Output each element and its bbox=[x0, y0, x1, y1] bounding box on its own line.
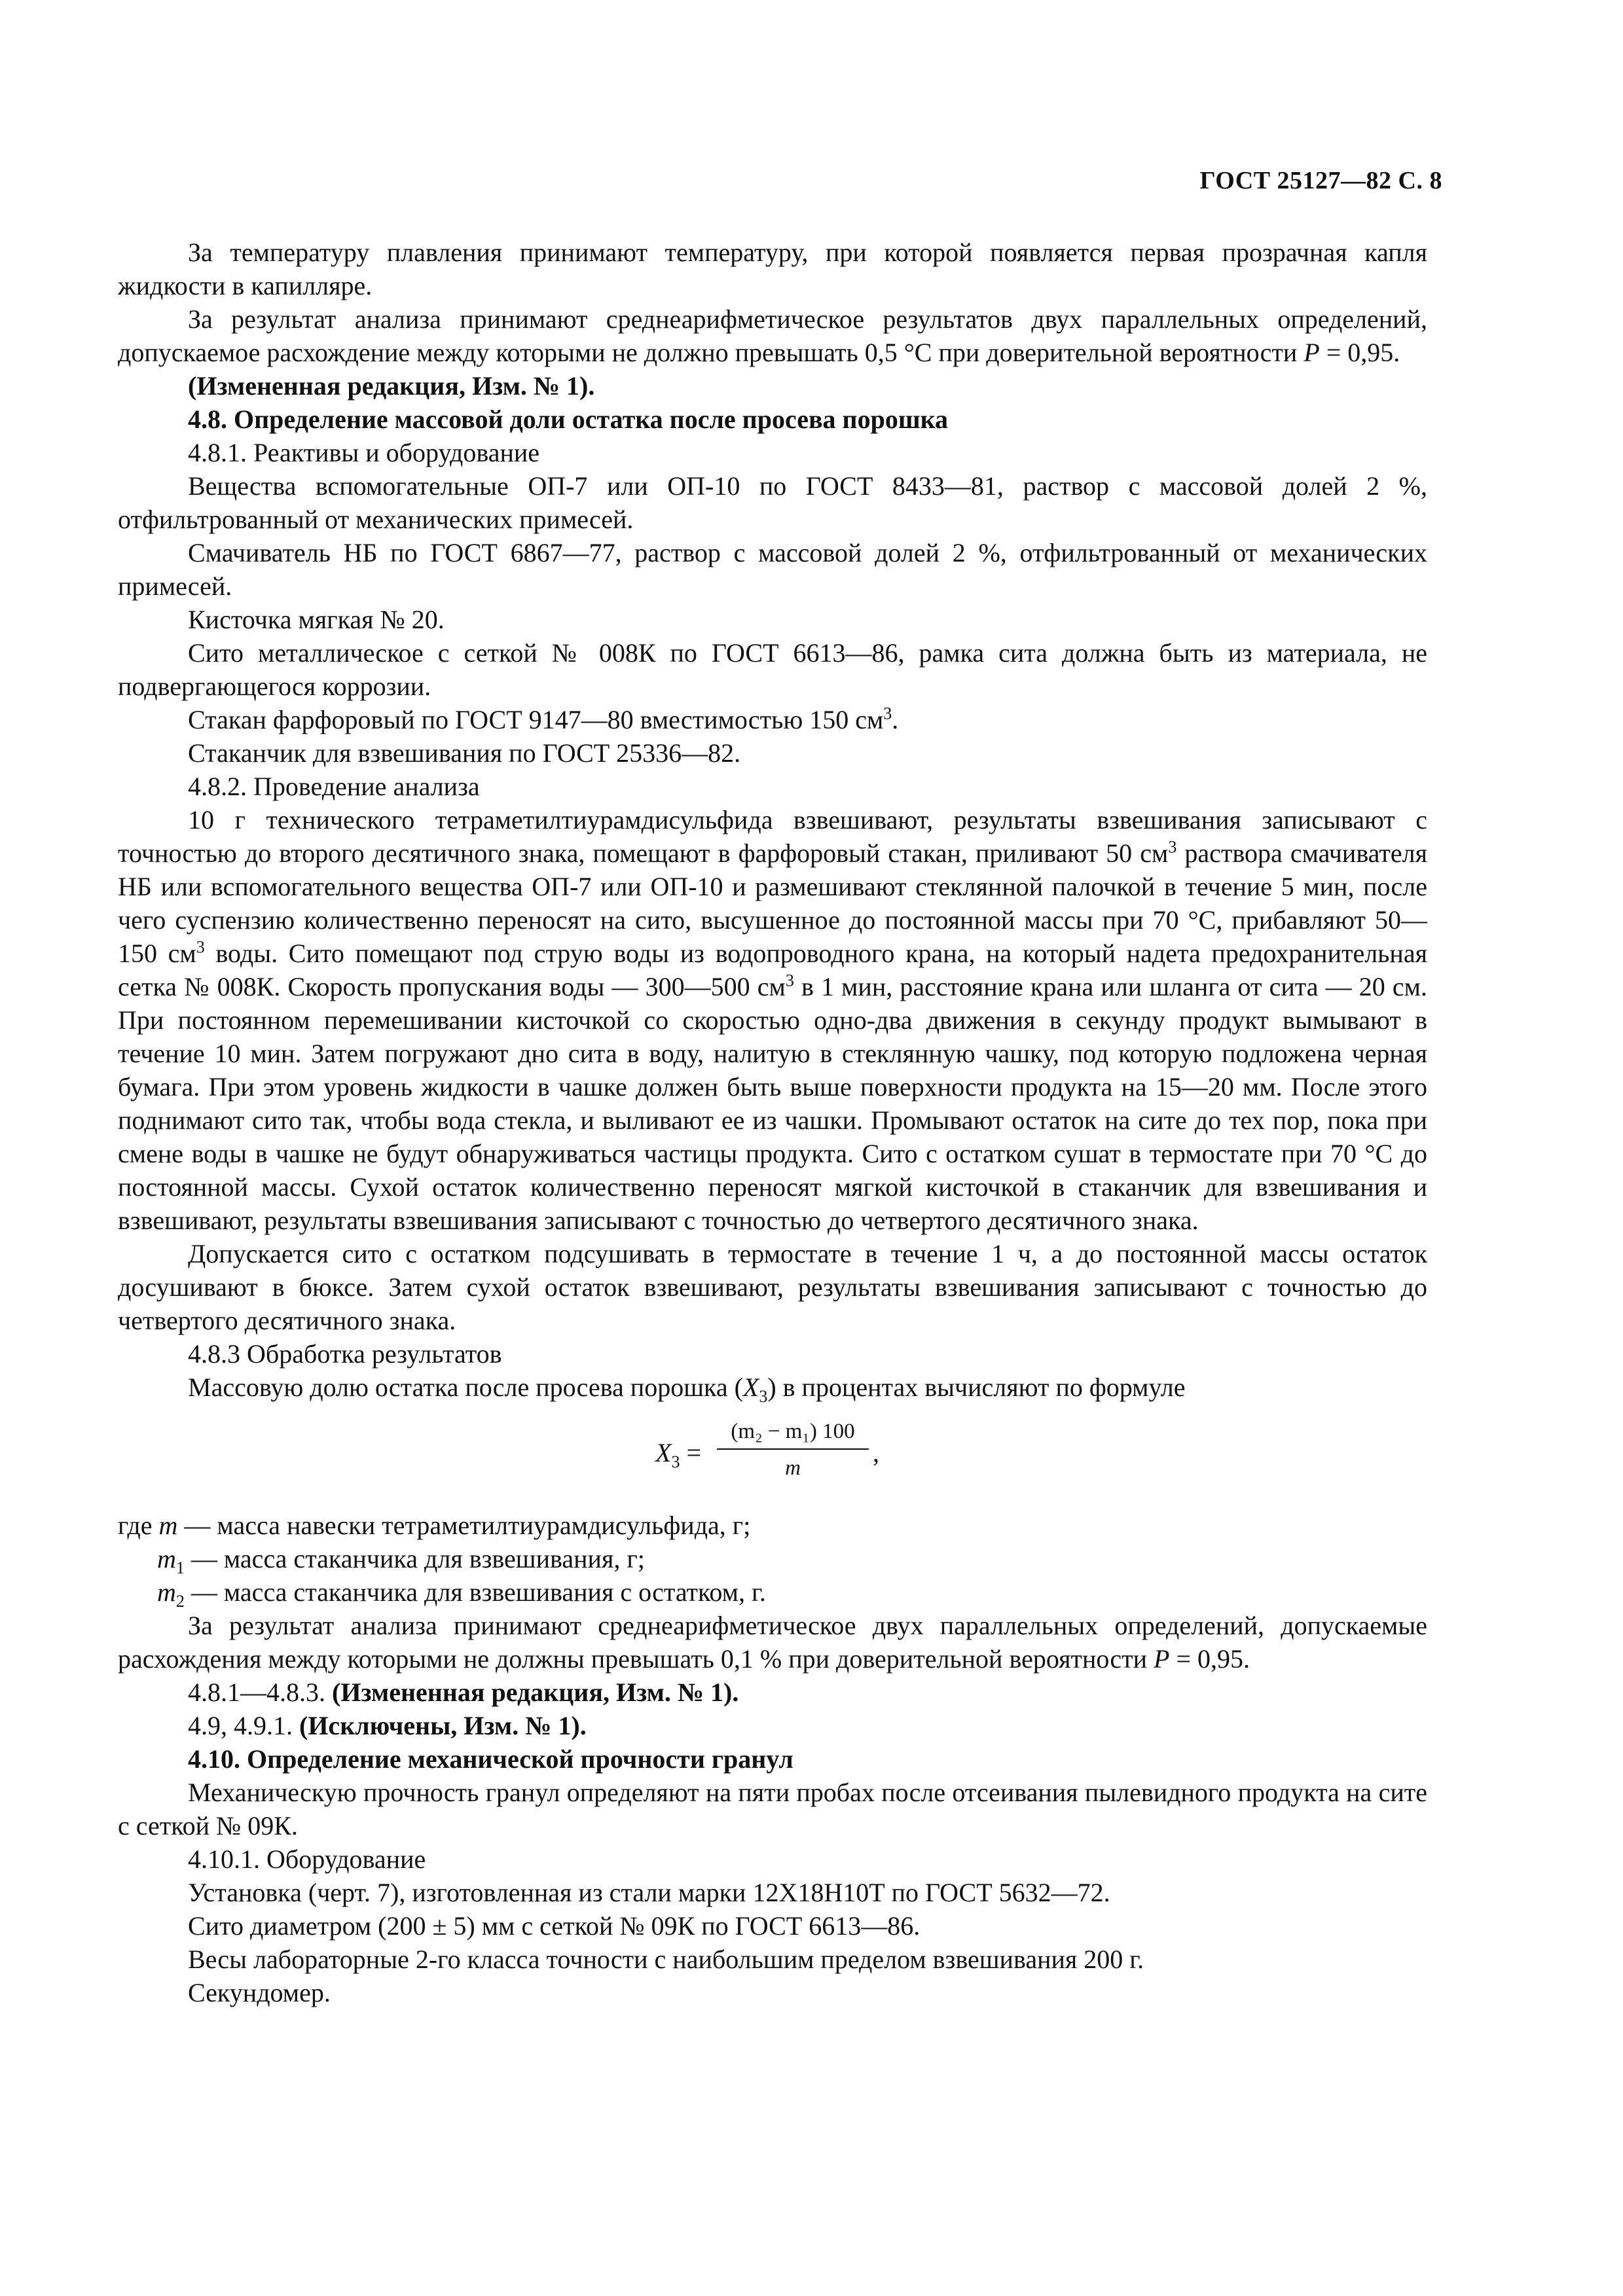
symbol-m1: m bbox=[157, 1544, 176, 1573]
text-run: Массовую долю остатка после просева порошка ( bbox=[188, 1372, 743, 1402]
formula bbox=[118, 1418, 1427, 1490]
superscript: 3 bbox=[196, 937, 205, 957]
superscript: 3 bbox=[785, 971, 794, 990]
paragraph: Допускается сито с остатком подсушивать в термостате в течение 1 ч, а до постоянной массы остаток досушивают в бюксе. Затем сухой остаток взвешивают, результаты взвешивания записывают с точностью до четвертого десятичного знака. bbox=[118, 1239, 1427, 1335]
paragraph bbox=[118, 1609, 1427, 1676]
section-heading: 4.10. Определение механической прочности гранул bbox=[188, 1744, 793, 1774]
paragraph: Сито металлическое с сеткой № 008К по ГОСТ 6613—86, рамка сита должна быть из материала, не подвергающегося коррозии. bbox=[118, 638, 1427, 701]
paragraph: Механическую прочность гранул определяют на пяти пробах после отсеивания пылевидного продукта на сите с сеткой № 09К. bbox=[118, 1778, 1427, 1840]
symbol-p: P bbox=[1154, 1644, 1170, 1674]
text-run: где bbox=[118, 1511, 159, 1540]
text-run: 10 г технического тетраметилтиурамдисульфида взвешивают, результаты взвешивания записывают с точностью до второго десятичного знака, помещают в фарфоровый стакан, приливают 50 см bbox=[118, 805, 1427, 868]
text-run: За результат анализа принимают среднеарифметическое результатов двух параллельных определений, допускаемое расхождение между которыми не должно превышать 0,5 °С при доверительной вероятности bbox=[118, 304, 1427, 367]
text-run: ) в процентах вычисляют по формуле bbox=[767, 1372, 1186, 1402]
formula-trail: , bbox=[873, 1438, 879, 1467]
amendment-note bbox=[118, 1709, 1427, 1742]
document-body bbox=[118, 236, 1427, 2009]
text-run: 4.9, 4.9.1. bbox=[188, 1711, 299, 1740]
paragraph: Стаканчик для взвешивания по ГОСТ 25336—82. bbox=[188, 738, 741, 768]
symbol-x: X bbox=[742, 1372, 759, 1402]
subsection-heading: 4.8.3 Обработка результатов bbox=[188, 1339, 502, 1369]
paragraph: Весы лабораторные 2-го класса точности с наибольшим пределом взвешивания 200 г. bbox=[188, 1945, 1144, 1974]
text-run: раствора смачивателя НБ или вспомогательного вещества ОП-7 или ОП-10 и размешивают стеклянной палочкой в течение 5 мин, после чего суспензию количественно переносят на сито, высушенное до постоянной массы при 70 °С, прибавляют 50—150 см bbox=[118, 838, 1427, 968]
subsection-heading: 4.10.1. Оборудование bbox=[188, 1844, 426, 1874]
paragraph: За температуру плавления принимают температуру, при которой появляется первая прозрачная капля жидкости в капилляре. bbox=[118, 238, 1427, 300]
superscript: 3 bbox=[883, 704, 892, 723]
text-run: = 0,95. bbox=[1176, 1644, 1250, 1674]
amendment-note bbox=[118, 1676, 1427, 1709]
symbol-m: m bbox=[158, 1511, 178, 1540]
superscript: 3 bbox=[1168, 837, 1177, 857]
text-run: — масса стаканчика для взвешивания, г; bbox=[184, 1544, 645, 1573]
section-heading: 4.8. Определение массовой доли остатка после просева порошка bbox=[188, 404, 949, 434]
formula-symbol: X bbox=[655, 1438, 672, 1467]
formula-numerator: (m₂ − m₁) 100 bbox=[717, 1418, 869, 1450]
text-run: . bbox=[892, 705, 899, 734]
formula-equals: = bbox=[680, 1438, 701, 1467]
paragraph bbox=[118, 803, 1427, 1237]
text-run: 4.8.1—4.8.3. bbox=[188, 1677, 332, 1707]
text-run: — масса стаканчика для взвешивания с остатком, г. bbox=[184, 1577, 766, 1607]
paragraph: Кисточка мягкая № 20. bbox=[188, 605, 445, 634]
subsection-heading: 4.8.2. Проведение анализа bbox=[188, 772, 480, 801]
text-run: (Исключены, Изм. № 1). bbox=[299, 1711, 587, 1740]
text-run: Стакан фарфоровый по ГОСТ 9147—80 вместимостью 150 см bbox=[188, 705, 884, 734]
legend-line bbox=[118, 1575, 1427, 1609]
subsection-heading: 4.8.1. Реактивы и оборудование bbox=[188, 438, 540, 467]
text-run: = 0,95. bbox=[1326, 338, 1400, 367]
legend-line bbox=[118, 1542, 1427, 1575]
amendment-note: (Измененная редакция, Изм. № 1). bbox=[188, 371, 595, 401]
paragraph: Секундомер. bbox=[188, 1978, 331, 2007]
text-run: в 1 мин, расстояние крана или шланга от сита — 20 см. При постоянном перемешивании кисточкой со скоростью одно-два движения в секунду продукт вымывают в течение 10 мин. Затем погружают дно сита в воду, налитую в стеклянную чашку, под которую подложена черная бумага. При этом уровень жидкости в чашке должен быть выше поверхности продукта на 15—20 мм. После этого поднимают сито так, чтобы вода стекла, и выливают ее из чашки. Промывают остаток на сите до тех пор, пока при смене воды в чашке не будут обнаруживаться частицы продукта. Сито с остатком сушат в термостате при 70 °С до постоянной массы. Сухой остаток количественно переносят мягкой кисточкой в стаканчик для взвешивания и взвешивают, результаты взвешивания записывают с точностью до четвертого десятичного знака. bbox=[118, 972, 1427, 1235]
formula-lhs bbox=[655, 1436, 701, 1469]
paragraph: Вещества вспомогательные ОП-7 или ОП-10 по ГОСТ 8433—81, раствор с массовой долей 2 %, отфильтрованный от механических примесей. bbox=[118, 471, 1427, 534]
text-run: (Измененная редакция, Изм. № 1). bbox=[332, 1677, 739, 1707]
formula-fraction bbox=[717, 1418, 869, 1481]
text-run: воды. Сито помещают под струю воды из водопроводного крана, на который надета предохранительная сетка № 008К. Скорость пропускания воды — 300—500 см bbox=[118, 939, 1427, 1001]
paragraph: Сито диаметром (200 ± 5) мм с сеткой № 09К по ГОСТ 6613—86. bbox=[188, 1911, 921, 1941]
page-header: ГОСТ 25127—82 С. 8 bbox=[1199, 167, 1442, 194]
symbol-p: P bbox=[1304, 338, 1320, 367]
paragraph: Смачиватель НБ по ГОСТ 6867—77, раствор с массовой долей 2 %, отфильтрованный от механических примесей. bbox=[118, 538, 1427, 601]
symbol-m2: m bbox=[157, 1577, 176, 1607]
paragraph: Установка (черт. 7), изготовленная из стали марки 12Х18Н10Т по ГОСТ 5632—72. bbox=[188, 1878, 1110, 1907]
text-run: — масса навески тетраметилтиурамдисульфида, г; bbox=[177, 1511, 751, 1540]
subscript: 1 bbox=[175, 1558, 185, 1577]
formula-denominator: m bbox=[785, 1456, 801, 1480]
subscript: 3 bbox=[671, 1452, 680, 1471]
paragraph bbox=[118, 302, 1427, 369]
paragraph bbox=[118, 1371, 1427, 1404]
paragraph bbox=[118, 703, 1427, 736]
subscript: 3 bbox=[759, 1387, 768, 1406]
legend-line bbox=[118, 1509, 1427, 1542]
text-run: За результат анализа принимают среднеарифметическое двух параллельных определений, допускаемые расхождения между которыми не должны превышать 0,1 % при доверительной вероятности bbox=[118, 1611, 1427, 1674]
subscript: 2 bbox=[175, 1592, 185, 1611]
